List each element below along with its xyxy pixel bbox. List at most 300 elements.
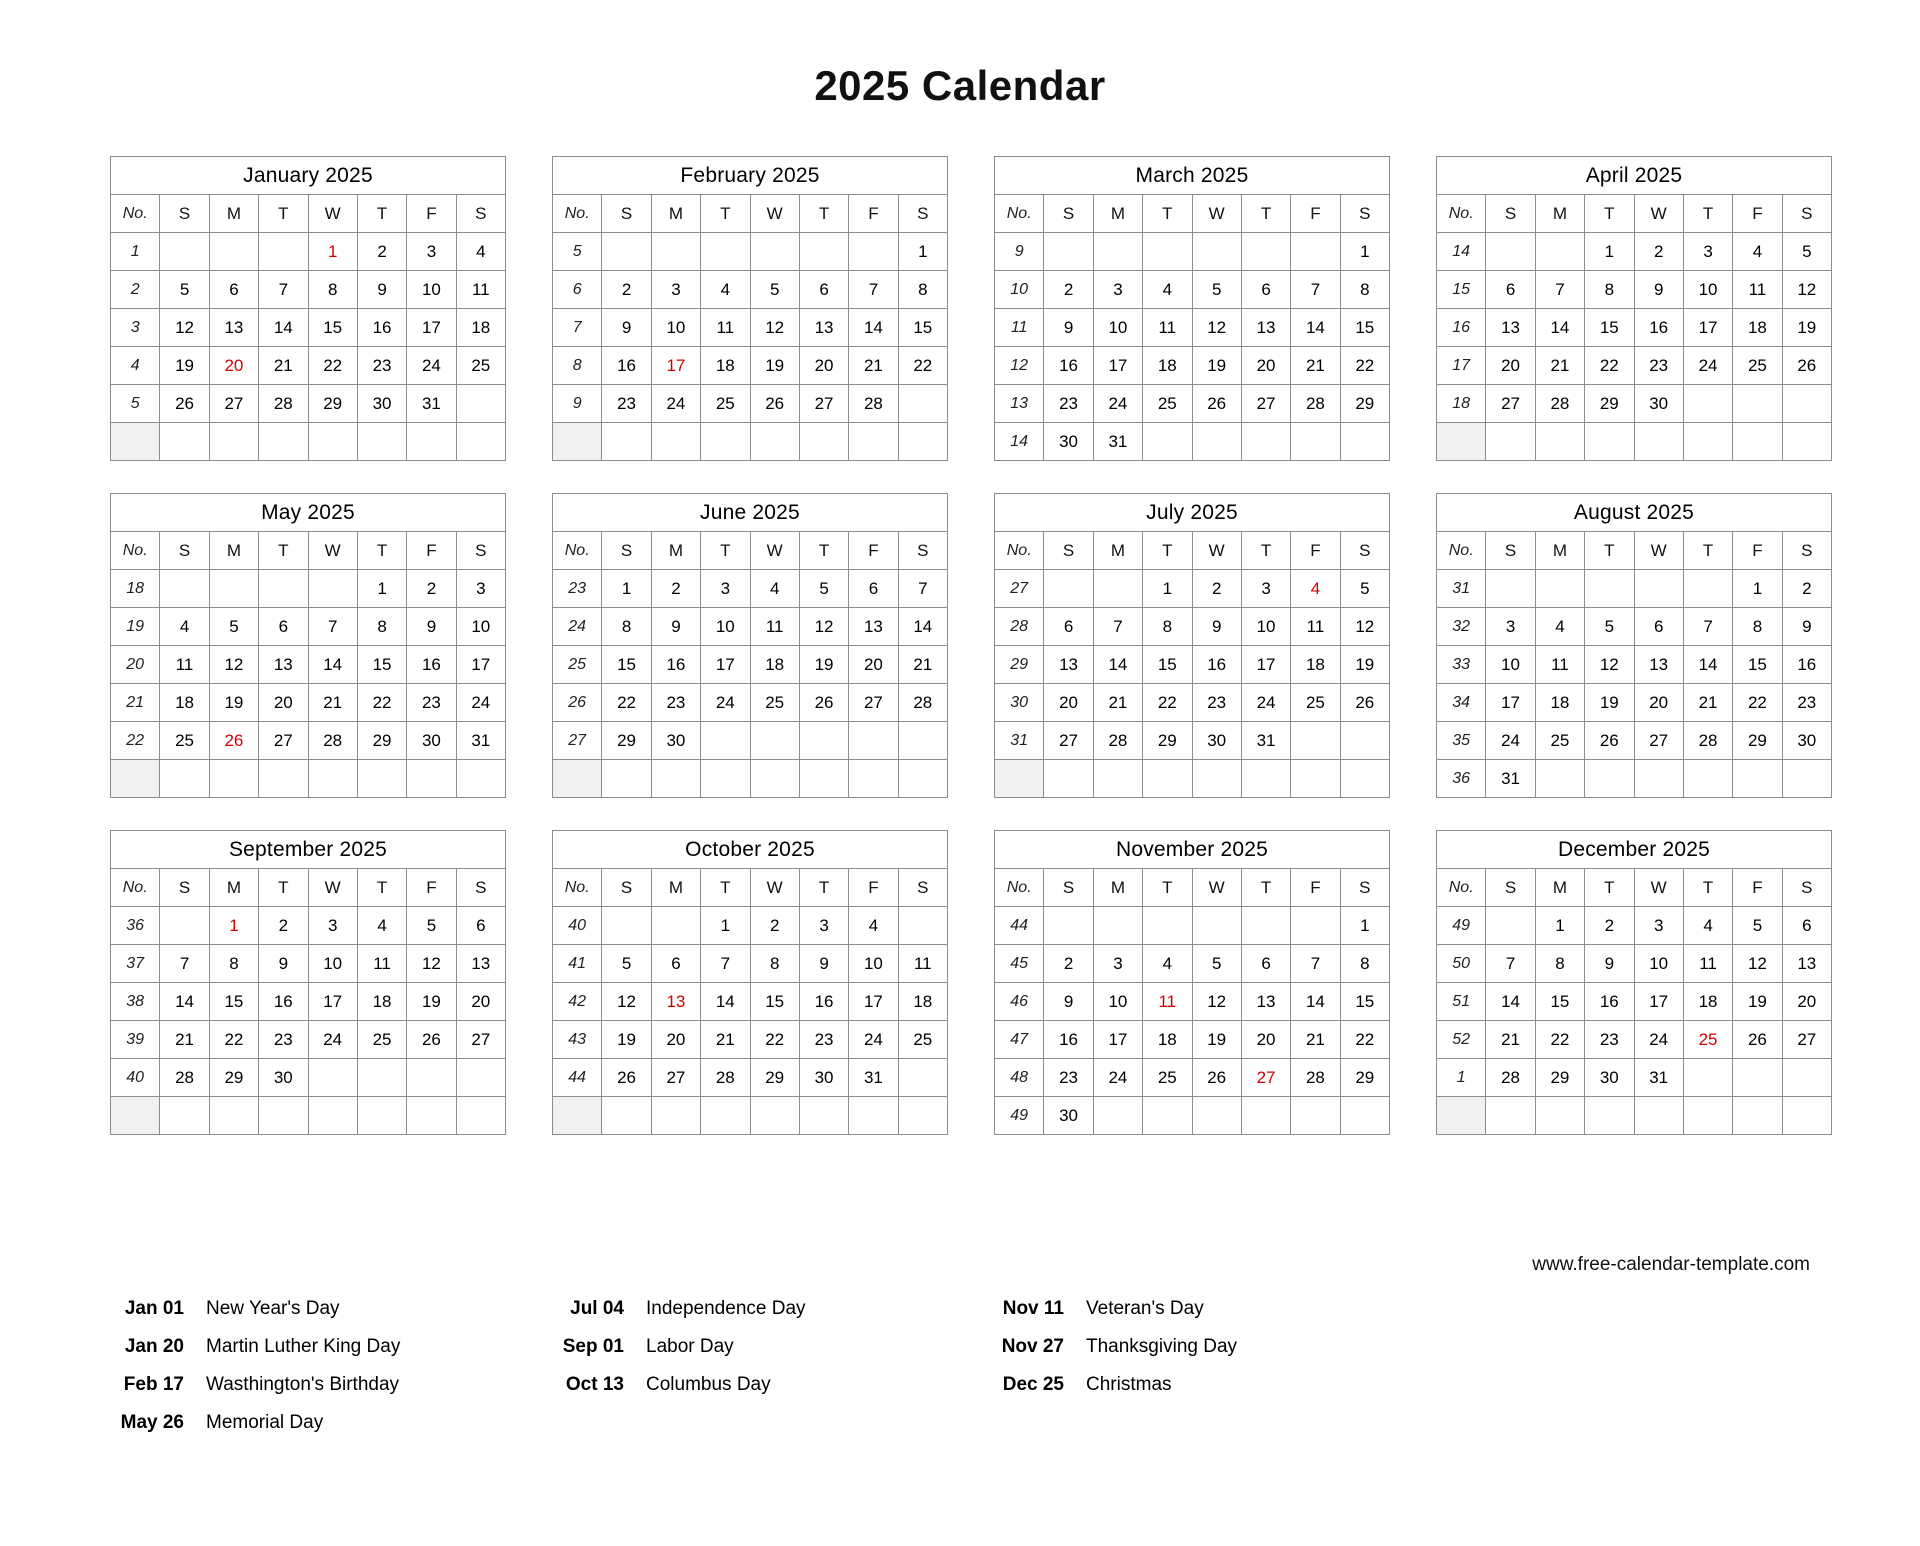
- day-cell[interactable]: 15: [209, 983, 258, 1021]
- day-cell[interactable]: 20: [1241, 1021, 1290, 1059]
- day-cell[interactable]: 29: [1340, 385, 1389, 423]
- day-cell[interactable]: 12: [1585, 646, 1634, 684]
- day-cell[interactable]: 25: [701, 385, 750, 423]
- day-cell[interactable]: 30: [1044, 1097, 1093, 1135]
- day-cell[interactable]: 20: [651, 1021, 700, 1059]
- day-cell[interactable]: 18: [1683, 983, 1732, 1021]
- day-cell[interactable]: 3: [1093, 271, 1142, 309]
- day-cell[interactable]: 16: [259, 983, 308, 1021]
- day-cell[interactable]: 19: [1192, 347, 1241, 385]
- day-cell[interactable]: 25: [357, 1021, 406, 1059]
- day-cell[interactable]: 12: [407, 945, 456, 983]
- day-cell[interactable]: 14: [1291, 309, 1340, 347]
- day-cell[interactable]: 14: [898, 608, 947, 646]
- day-cell[interactable]: 25: [1291, 684, 1340, 722]
- day-cell[interactable]: 10: [849, 945, 898, 983]
- day-cell[interactable]: 19: [750, 347, 799, 385]
- day-cell[interactable]: 3: [456, 570, 505, 608]
- day-cell[interactable]: 27: [799, 385, 848, 423]
- day-cell[interactable]: 16: [1044, 1021, 1093, 1059]
- day-cell[interactable]: 12: [1192, 309, 1241, 347]
- day-cell[interactable]: 10: [407, 271, 456, 309]
- day-cell[interactable]: 20: [799, 347, 848, 385]
- day-cell[interactable]: 28: [1291, 385, 1340, 423]
- day-cell[interactable]: 11: [1733, 271, 1782, 309]
- day-cell[interactable]: 15: [898, 309, 947, 347]
- day-cell[interactable]: 22: [209, 1021, 258, 1059]
- day-cell[interactable]: 28: [849, 385, 898, 423]
- day-cell[interactable]: 2: [1585, 907, 1634, 945]
- day-cell[interactable]: 24: [456, 684, 505, 722]
- day-cell[interactable]: 9: [602, 309, 651, 347]
- day-cell[interactable]: 21: [308, 684, 357, 722]
- day-cell[interactable]: 27: [1241, 385, 1290, 423]
- day-cell[interactable]: 22: [1535, 1021, 1584, 1059]
- day-cell[interactable]: 2: [651, 570, 700, 608]
- day-cell[interactable]: 8: [1340, 945, 1389, 983]
- day-cell[interactable]: 16: [799, 983, 848, 1021]
- day-cell[interactable]: 29: [209, 1059, 258, 1097]
- day-cell[interactable]: 4: [160, 608, 209, 646]
- day-cell[interactable]: 20: [1634, 684, 1683, 722]
- day-cell[interactable]: 5: [1340, 570, 1389, 608]
- day-cell[interactable]: 19: [160, 347, 209, 385]
- day-cell[interactable]: 16: [1782, 646, 1831, 684]
- day-cell[interactable]: 27: [1486, 385, 1535, 423]
- day-cell[interactable]: 31: [1634, 1059, 1683, 1097]
- day-cell[interactable]: 6: [1241, 271, 1290, 309]
- day-cell[interactable]: 24: [308, 1021, 357, 1059]
- day-cell[interactable]: 19: [1340, 646, 1389, 684]
- day-cell[interactable]: 21: [1683, 684, 1732, 722]
- day-cell[interactable]: 8: [308, 271, 357, 309]
- day-cell[interactable]: 21: [898, 646, 947, 684]
- day-cell[interactable]: 23: [1192, 684, 1241, 722]
- day-cell[interactable]: 18: [160, 684, 209, 722]
- day-cell[interactable]: 25: [1733, 347, 1782, 385]
- day-cell[interactable]: 11: [750, 608, 799, 646]
- day-cell[interactable]: 18: [456, 309, 505, 347]
- day-cell[interactable]: 29: [1535, 1059, 1584, 1097]
- day-cell[interactable]: 3: [407, 233, 456, 271]
- day-cell[interactable]: 5: [1585, 608, 1634, 646]
- day-cell[interactable]: 18: [1291, 646, 1340, 684]
- day-cell[interactable]: 12: [1733, 945, 1782, 983]
- day-cell[interactable]: 22: [357, 684, 406, 722]
- day-cell[interactable]: 8: [750, 945, 799, 983]
- day-cell[interactable]: 7: [308, 608, 357, 646]
- day-cell[interactable]: 5: [407, 907, 456, 945]
- day-cell[interactable]: 5: [750, 271, 799, 309]
- day-cell[interactable]: 5: [1192, 271, 1241, 309]
- day-cell[interactable]: 20: [259, 684, 308, 722]
- day-cell[interactable]: 10: [1683, 271, 1732, 309]
- day-cell[interactable]: 10: [1634, 945, 1683, 983]
- day-cell[interactable]: 10: [1241, 608, 1290, 646]
- day-cell[interactable]: 8: [1535, 945, 1584, 983]
- day-cell[interactable]: 31: [456, 722, 505, 760]
- day-cell[interactable]: 19: [1192, 1021, 1241, 1059]
- day-cell[interactable]: 26: [799, 684, 848, 722]
- day-cell[interactable]: 13: [1782, 945, 1831, 983]
- day-cell[interactable]: 21: [1291, 1021, 1340, 1059]
- day-cell[interactable]: 4: [1291, 570, 1340, 608]
- day-cell[interactable]: 4: [1535, 608, 1584, 646]
- day-cell[interactable]: 9: [1044, 983, 1093, 1021]
- day-cell[interactable]: 10: [1486, 646, 1535, 684]
- day-cell[interactable]: 25: [1143, 385, 1192, 423]
- day-cell[interactable]: 5: [209, 608, 258, 646]
- day-cell[interactable]: 12: [1782, 271, 1831, 309]
- day-cell[interactable]: 1: [1143, 570, 1192, 608]
- day-cell[interactable]: 16: [407, 646, 456, 684]
- day-cell[interactable]: 28: [898, 684, 947, 722]
- day-cell[interactable]: 23: [259, 1021, 308, 1059]
- day-cell[interactable]: 2: [357, 233, 406, 271]
- day-cell[interactable]: 15: [308, 309, 357, 347]
- day-cell[interactable]: 4: [1733, 233, 1782, 271]
- day-cell[interactable]: 21: [701, 1021, 750, 1059]
- day-cell[interactable]: 30: [799, 1059, 848, 1097]
- day-cell[interactable]: 17: [1093, 1021, 1142, 1059]
- day-cell[interactable]: 18: [701, 347, 750, 385]
- day-cell[interactable]: 11: [1535, 646, 1584, 684]
- day-cell[interactable]: 28: [259, 385, 308, 423]
- day-cell[interactable]: 8: [1340, 271, 1389, 309]
- day-cell[interactable]: 6: [799, 271, 848, 309]
- day-cell[interactable]: 24: [1486, 722, 1535, 760]
- day-cell[interactable]: 29: [357, 722, 406, 760]
- day-cell[interactable]: 8: [1733, 608, 1782, 646]
- day-cell[interactable]: 13: [651, 983, 700, 1021]
- day-cell[interactable]: 20: [209, 347, 258, 385]
- day-cell[interactable]: 26: [602, 1059, 651, 1097]
- day-cell[interactable]: 3: [1241, 570, 1290, 608]
- day-cell[interactable]: 31: [849, 1059, 898, 1097]
- day-cell[interactable]: 7: [701, 945, 750, 983]
- day-cell[interactable]: 9: [1192, 608, 1241, 646]
- day-cell[interactable]: 21: [1093, 684, 1142, 722]
- day-cell[interactable]: 15: [357, 646, 406, 684]
- day-cell[interactable]: 30: [357, 385, 406, 423]
- day-cell[interactable]: 22: [1340, 1021, 1389, 1059]
- day-cell[interactable]: 17: [849, 983, 898, 1021]
- day-cell[interactable]: 17: [651, 347, 700, 385]
- day-cell[interactable]: 15: [1340, 983, 1389, 1021]
- day-cell[interactable]: 25: [1683, 1021, 1732, 1059]
- day-cell[interactable]: 14: [1683, 646, 1732, 684]
- day-cell[interactable]: 27: [259, 722, 308, 760]
- day-cell[interactable]: 15: [1340, 309, 1389, 347]
- day-cell[interactable]: 2: [750, 907, 799, 945]
- day-cell[interactable]: 19: [602, 1021, 651, 1059]
- day-cell[interactable]: 6: [1486, 271, 1535, 309]
- day-cell[interactable]: 14: [1486, 983, 1535, 1021]
- day-cell[interactable]: 29: [1340, 1059, 1389, 1097]
- day-cell[interactable]: 29: [308, 385, 357, 423]
- day-cell[interactable]: 1: [1340, 907, 1389, 945]
- day-cell[interactable]: 4: [357, 907, 406, 945]
- day-cell[interactable]: 11: [1143, 309, 1192, 347]
- day-cell[interactable]: 25: [160, 722, 209, 760]
- day-cell[interactable]: 19: [799, 646, 848, 684]
- day-cell[interactable]: 19: [407, 983, 456, 1021]
- day-cell[interactable]: 24: [1093, 385, 1142, 423]
- day-cell[interactable]: 28: [1535, 385, 1584, 423]
- day-cell[interactable]: 1: [209, 907, 258, 945]
- day-cell[interactable]: 10: [1093, 309, 1142, 347]
- day-cell[interactable]: 9: [799, 945, 848, 983]
- day-cell[interactable]: 16: [357, 309, 406, 347]
- day-cell[interactable]: 9: [259, 945, 308, 983]
- day-cell[interactable]: 13: [259, 646, 308, 684]
- day-cell[interactable]: 23: [602, 385, 651, 423]
- day-cell[interactable]: 18: [1535, 684, 1584, 722]
- day-cell[interactable]: 11: [456, 271, 505, 309]
- day-cell[interactable]: 18: [1143, 347, 1192, 385]
- day-cell[interactable]: 12: [750, 309, 799, 347]
- day-cell[interactable]: 20: [849, 646, 898, 684]
- day-cell[interactable]: 16: [1044, 347, 1093, 385]
- day-cell[interactable]: 29: [1585, 385, 1634, 423]
- day-cell[interactable]: 17: [407, 309, 456, 347]
- day-cell[interactable]: 6: [1782, 907, 1831, 945]
- day-cell[interactable]: 10: [308, 945, 357, 983]
- day-cell[interactable]: 25: [750, 684, 799, 722]
- day-cell[interactable]: 27: [1782, 1021, 1831, 1059]
- day-cell[interactable]: 24: [849, 1021, 898, 1059]
- day-cell[interactable]: 11: [357, 945, 406, 983]
- day-cell[interactable]: 25: [456, 347, 505, 385]
- day-cell[interactable]: 19: [209, 684, 258, 722]
- day-cell[interactable]: 21: [1486, 1021, 1535, 1059]
- day-cell[interactable]: 22: [602, 684, 651, 722]
- day-cell[interactable]: 7: [259, 271, 308, 309]
- day-cell[interactable]: 25: [1535, 722, 1584, 760]
- day-cell[interactable]: 10: [651, 309, 700, 347]
- day-cell[interactable]: 18: [357, 983, 406, 1021]
- day-cell[interactable]: 23: [1044, 385, 1093, 423]
- day-cell[interactable]: 26: [1340, 684, 1389, 722]
- day-cell[interactable]: 26: [750, 385, 799, 423]
- day-cell[interactable]: 29: [750, 1059, 799, 1097]
- day-cell[interactable]: 28: [701, 1059, 750, 1097]
- day-cell[interactable]: 6: [259, 608, 308, 646]
- day-cell[interactable]: 12: [799, 608, 848, 646]
- day-cell[interactable]: 2: [1192, 570, 1241, 608]
- day-cell[interactable]: 6: [1241, 945, 1290, 983]
- day-cell[interactable]: 22: [1143, 684, 1192, 722]
- day-cell[interactable]: 30: [651, 722, 700, 760]
- day-cell[interactable]: 22: [1585, 347, 1634, 385]
- day-cell[interactable]: 7: [1093, 608, 1142, 646]
- day-cell[interactable]: 4: [1683, 907, 1732, 945]
- day-cell[interactable]: 29: [1143, 722, 1192, 760]
- day-cell[interactable]: 28: [1683, 722, 1732, 760]
- day-cell[interactable]: 29: [602, 722, 651, 760]
- day-cell[interactable]: 30: [1044, 423, 1093, 461]
- day-cell[interactable]: 26: [1782, 347, 1831, 385]
- day-cell[interactable]: 14: [701, 983, 750, 1021]
- day-cell[interactable]: 15: [1585, 309, 1634, 347]
- day-cell[interactable]: 17: [308, 983, 357, 1021]
- day-cell[interactable]: 17: [1093, 347, 1142, 385]
- day-cell[interactable]: 13: [209, 309, 258, 347]
- day-cell[interactable]: 2: [259, 907, 308, 945]
- day-cell[interactable]: 13: [1044, 646, 1093, 684]
- day-cell[interactable]: 13: [456, 945, 505, 983]
- day-cell[interactable]: 19: [1733, 983, 1782, 1021]
- day-cell[interactable]: 5: [1733, 907, 1782, 945]
- day-cell[interactable]: 24: [1634, 1021, 1683, 1059]
- day-cell[interactable]: 20: [1782, 983, 1831, 1021]
- day-cell[interactable]: 14: [1291, 983, 1340, 1021]
- day-cell[interactable]: 1: [1340, 233, 1389, 271]
- day-cell[interactable]: 4: [1143, 271, 1192, 309]
- day-cell[interactable]: 1: [701, 907, 750, 945]
- day-cell[interactable]: 17: [1486, 684, 1535, 722]
- day-cell[interactable]: 2: [602, 271, 651, 309]
- day-cell[interactable]: 3: [1634, 907, 1683, 945]
- day-cell[interactable]: 18: [1733, 309, 1782, 347]
- day-cell[interactable]: 13: [849, 608, 898, 646]
- day-cell[interactable]: 6: [1634, 608, 1683, 646]
- day-cell[interactable]: 21: [160, 1021, 209, 1059]
- day-cell[interactable]: 14: [1093, 646, 1142, 684]
- day-cell[interactable]: 7: [160, 945, 209, 983]
- day-cell[interactable]: 1: [1535, 907, 1584, 945]
- day-cell[interactable]: 19: [1585, 684, 1634, 722]
- day-cell[interactable]: 23: [357, 347, 406, 385]
- day-cell[interactable]: 1: [602, 570, 651, 608]
- day-cell[interactable]: 8: [898, 271, 947, 309]
- day-cell[interactable]: 14: [160, 983, 209, 1021]
- day-cell[interactable]: 30: [259, 1059, 308, 1097]
- day-cell[interactable]: 11: [1683, 945, 1732, 983]
- day-cell[interactable]: 9: [1044, 309, 1093, 347]
- day-cell[interactable]: 3: [651, 271, 700, 309]
- day-cell[interactable]: 27: [456, 1021, 505, 1059]
- day-cell[interactable]: 28: [1486, 1059, 1535, 1097]
- day-cell[interactable]: 4: [849, 907, 898, 945]
- day-cell[interactable]: 26: [160, 385, 209, 423]
- day-cell[interactable]: 8: [357, 608, 406, 646]
- day-cell[interactable]: 30: [407, 722, 456, 760]
- day-cell[interactable]: 11: [1291, 608, 1340, 646]
- day-cell[interactable]: 28: [1291, 1059, 1340, 1097]
- day-cell[interactable]: 16: [1634, 309, 1683, 347]
- day-cell[interactable]: 15: [1733, 646, 1782, 684]
- day-cell[interactable]: 5: [1782, 233, 1831, 271]
- day-cell[interactable]: 21: [1535, 347, 1584, 385]
- day-cell[interactable]: 4: [701, 271, 750, 309]
- day-cell[interactable]: 3: [1093, 945, 1142, 983]
- day-cell[interactable]: 28: [1093, 722, 1142, 760]
- day-cell[interactable]: 9: [407, 608, 456, 646]
- day-cell[interactable]: 27: [651, 1059, 700, 1097]
- day-cell[interactable]: 20: [1241, 347, 1290, 385]
- day-cell[interactable]: 24: [701, 684, 750, 722]
- day-cell[interactable]: 7: [898, 570, 947, 608]
- day-cell[interactable]: 24: [407, 347, 456, 385]
- day-cell[interactable]: 8: [1585, 271, 1634, 309]
- day-cell[interactable]: 31: [1241, 722, 1290, 760]
- day-cell[interactable]: 9: [1634, 271, 1683, 309]
- day-cell[interactable]: 16: [1192, 646, 1241, 684]
- day-cell[interactable]: 7: [1535, 271, 1584, 309]
- day-cell[interactable]: 2: [407, 570, 456, 608]
- day-cell[interactable]: 7: [849, 271, 898, 309]
- day-cell[interactable]: 22: [1733, 684, 1782, 722]
- day-cell[interactable]: 17: [1634, 983, 1683, 1021]
- day-cell[interactable]: 11: [1143, 983, 1192, 1021]
- day-cell[interactable]: 14: [1535, 309, 1584, 347]
- day-cell[interactable]: 5: [160, 271, 209, 309]
- day-cell[interactable]: 18: [1143, 1021, 1192, 1059]
- day-cell[interactable]: 18: [750, 646, 799, 684]
- day-cell[interactable]: 21: [259, 347, 308, 385]
- day-cell[interactable]: 10: [1093, 983, 1142, 1021]
- day-cell[interactable]: 17: [1241, 646, 1290, 684]
- day-cell[interactable]: 27: [209, 385, 258, 423]
- day-cell[interactable]: 5: [602, 945, 651, 983]
- day-cell[interactable]: 18: [898, 983, 947, 1021]
- day-cell[interactable]: 26: [1192, 1059, 1241, 1097]
- day-cell[interactable]: 3: [701, 570, 750, 608]
- day-cell[interactable]: 11: [701, 309, 750, 347]
- day-cell[interactable]: 25: [1143, 1059, 1192, 1097]
- day-cell[interactable]: 13: [1241, 983, 1290, 1021]
- day-cell[interactable]: 14: [308, 646, 357, 684]
- day-cell[interactable]: 4: [456, 233, 505, 271]
- day-cell[interactable]: 6: [651, 945, 700, 983]
- day-cell[interactable]: 12: [209, 646, 258, 684]
- day-cell[interactable]: 23: [1044, 1059, 1093, 1097]
- day-cell[interactable]: 26: [407, 1021, 456, 1059]
- day-cell[interactable]: 27: [1241, 1059, 1290, 1097]
- day-cell[interactable]: 2: [1044, 945, 1093, 983]
- day-cell[interactable]: 31: [1486, 760, 1535, 798]
- day-cell[interactable]: 8: [1143, 608, 1192, 646]
- day-cell[interactable]: 10: [456, 608, 505, 646]
- day-cell[interactable]: 8: [602, 608, 651, 646]
- day-cell[interactable]: 22: [308, 347, 357, 385]
- day-cell[interactable]: 1: [357, 570, 406, 608]
- day-cell[interactable]: 23: [1782, 684, 1831, 722]
- day-cell[interactable]: 28: [308, 722, 357, 760]
- day-cell[interactable]: 26: [1585, 722, 1634, 760]
- day-cell[interactable]: 2: [1782, 570, 1831, 608]
- day-cell[interactable]: 7: [1291, 271, 1340, 309]
- day-cell[interactable]: 28: [160, 1059, 209, 1097]
- day-cell[interactable]: 24: [1093, 1059, 1142, 1097]
- day-cell[interactable]: 13: [1634, 646, 1683, 684]
- day-cell[interactable]: 27: [1634, 722, 1683, 760]
- day-cell[interactable]: 20: [456, 983, 505, 1021]
- day-cell[interactable]: 30: [1782, 722, 1831, 760]
- day-cell[interactable]: 1: [308, 233, 357, 271]
- day-cell[interactable]: 17: [456, 646, 505, 684]
- day-cell[interactable]: 30: [1585, 1059, 1634, 1097]
- day-cell[interactable]: 5: [1192, 945, 1241, 983]
- day-cell[interactable]: 6: [456, 907, 505, 945]
- day-cell[interactable]: 17: [701, 646, 750, 684]
- day-cell[interactable]: 20: [1044, 684, 1093, 722]
- day-cell[interactable]: 23: [1634, 347, 1683, 385]
- day-cell[interactable]: 13: [1241, 309, 1290, 347]
- day-cell[interactable]: 2: [1044, 271, 1093, 309]
- day-cell[interactable]: 4: [750, 570, 799, 608]
